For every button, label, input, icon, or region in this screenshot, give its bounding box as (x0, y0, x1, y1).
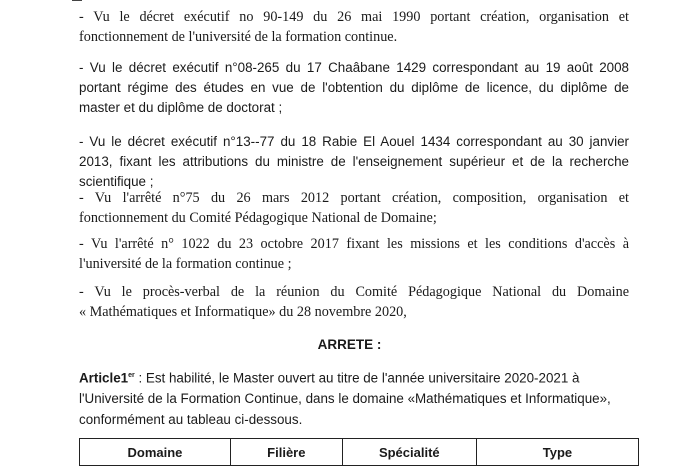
article-1-sup: er (128, 372, 135, 379)
decree-3-line-1: - Vu le décret exécutif n°13--77 du 18 Rabie El Aouel 1434 correspondant au 30 janvier (79, 134, 629, 149)
top-margin-mark (72, 0, 82, 1)
decree-3-line-2: 2013, fixant les attributions du ministre de l'enseignement supérieur et de la recherche (79, 154, 629, 169)
decree-2 (79, 58, 629, 118)
column-header-type: Type (476, 439, 638, 466)
article-1-line-2: l'Université de la Formation Continue, dans le domaine «Mathématiques et Informatique», (79, 391, 611, 407)
decree-3-line-3: scientifique ; (79, 174, 154, 189)
arrete-heading: ARRETE : (317, 337, 382, 352)
decree-6-line-2: « Mathématiques et Informatique» du 28 novembre 2020, (79, 304, 407, 320)
decree-4-line-1: - Vu l'arrêté n°75 du 26 mars 2012 portant création, composition, organisation et (79, 190, 629, 206)
article-1-line-3: conformément au tableau ci-dessous. (79, 412, 303, 428)
specialty-table (79, 438, 639, 466)
decree-3 (79, 132, 629, 192)
article-1-label: Article1 (79, 370, 129, 386)
decree-2-line-3: master et du diplôme de doctorat ; (79, 100, 283, 115)
decree-1-line-2: fonctionnement de l'université de la formation continue. (79, 29, 398, 45)
decree-1-line-1: - Vu le décret exécutif no 90-149 du 26 mai 1990 portant création, organisation et (79, 9, 629, 25)
decree-6-line-1: - Vu le procès-verbal de la réunion du Comité Pédagogique National du Domaine (79, 284, 629, 300)
column-header-domaine: Domaine (80, 439, 231, 466)
decree-2-line-1: - Vu le décret exécutif n°08-265 du 17 Chaâbane 1429 correspondant au 19 août 2008 (79, 60, 629, 75)
decree-6 (79, 282, 629, 322)
decree-4 (79, 188, 629, 228)
decree-2-line-2: portant régime des études en vue de l'obtention du diplôme de licence, du diplôme de (79, 80, 629, 95)
decree-4-line-2: fonctionnement du Comité Pédagogique National de Domaine; (79, 210, 437, 226)
decree-1 (79, 7, 629, 47)
article-1 (79, 365, 639, 430)
column-header-specialite: Spécialité (342, 439, 476, 466)
decree-5 (79, 234, 629, 274)
column-header-filiere: Filière (230, 439, 342, 466)
decree-5-line-1: - Vu l'arrêté n° 1022 du 23 octobre 2017 fixant les missions et les conditions d'accès à (79, 236, 629, 252)
article-1-line-1: : Est habilité, le Master ouvert au titre de l'année universitaire 2020-2021 à (134, 370, 580, 386)
decree-5-line-2: l'université de la formation continue ; (79, 256, 292, 272)
table-header-row (80, 439, 639, 466)
